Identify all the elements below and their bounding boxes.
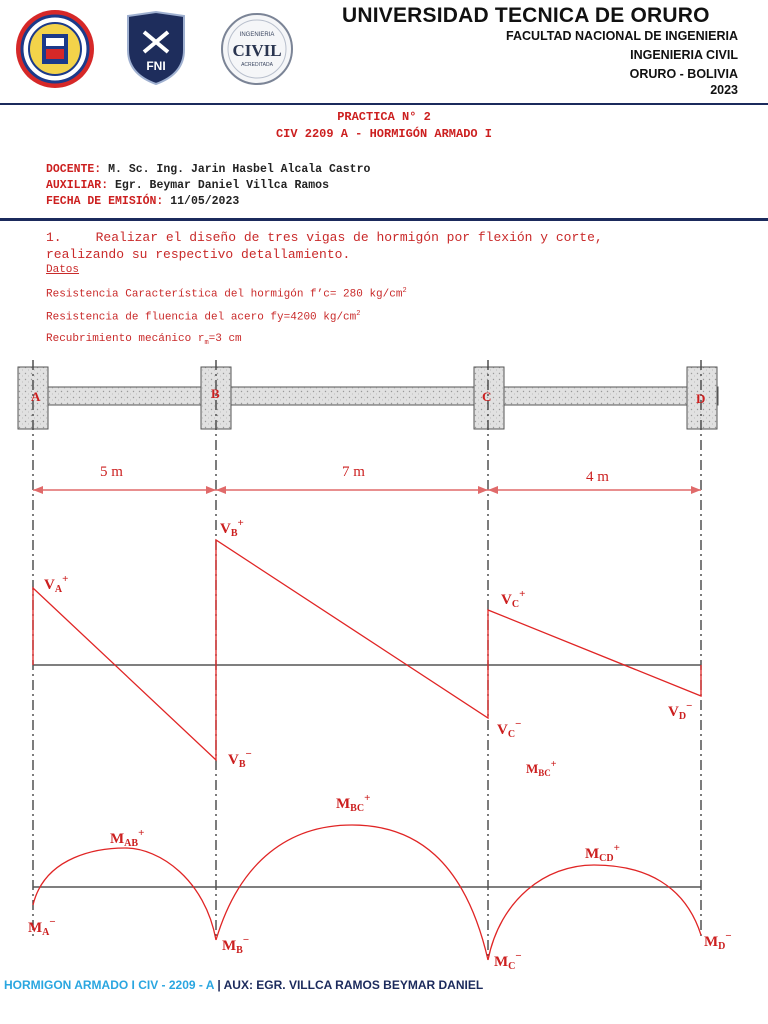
problem-statement-1: Realizar el diseño de tres vigas de hormigón por flexión y corte, <box>95 230 603 245</box>
support-d: D <box>696 391 706 406</box>
fni-logo-text: FNI <box>146 59 166 73</box>
moment-label-mc-minus: $M_C^-$ <box>494 950 522 972</box>
problem-statement-2: realizando su respectivo detallamiento. <box>46 247 351 262</box>
fecha-label: FECHA DE EMISIÓN: <box>46 195 164 208</box>
dimension-line <box>33 464 701 494</box>
auxiliar-line <box>46 179 329 192</box>
rec-line <box>46 333 242 347</box>
uto-logo <box>14 8 96 90</box>
shear-label-vb-minus: $V_B^-$ <box>228 748 252 770</box>
university-title: UNIVERSIDAD TECNICA DE ORURO <box>342 4 710 27</box>
shear-label-vc-minus: $V_C^-$ <box>497 718 522 740</box>
docente-line <box>46 163 370 176</box>
problem-line-1 <box>46 230 603 245</box>
moment-label-md-minus: $M_D^-$ <box>704 930 732 952</box>
page-footer <box>4 978 483 992</box>
rec-val: =3 cm <box>208 333 242 345</box>
city-name: ORURO - BOLIVIA <box>629 67 738 81</box>
footer-separator: | <box>214 978 224 992</box>
support-c: C <box>482 389 492 404</box>
rec-sub: m <box>204 339 209 348</box>
info-divider <box>0 218 768 221</box>
shear-diagram <box>33 517 701 770</box>
shear-label-va-plus: $V_A^+$ <box>44 573 69 595</box>
fecha-value: 11/05/2023 <box>170 195 240 208</box>
civil-logo <box>220 12 294 86</box>
fc-line <box>46 287 407 301</box>
moment-label-mab-plus: $M_{AB}^+$ <box>110 827 145 849</box>
auxiliar-value: Egr. Beymar Daniel Villca Ramos <box>115 179 329 192</box>
course-title: CIV 2209 A - HORMIGÓN ARMADO I <box>275 127 493 141</box>
footer-aux: AUX: EGR. VILLCA RAMOS BEYMAR DANIEL <box>223 978 484 992</box>
span-bc: 7 m <box>342 464 365 480</box>
fecha-line <box>46 195 239 208</box>
moment-label-mbc-plus-upper: $M_{BC}^+$ <box>526 759 557 778</box>
career-name: INGENIERIA CIVIL <box>630 48 738 62</box>
faculty-name: FACULTAD NACIONAL DE INGENIERIA <box>506 29 738 43</box>
moment-label-mb-minus: $M_B^-$ <box>222 934 250 956</box>
year: 2023 <box>710 83 738 97</box>
practice-title: PRACTICA N° 2 <box>337 110 431 124</box>
moment-label-mcd-plus: $M_{CD}^+$ <box>585 842 620 864</box>
footer-course: HORMIGON ARMADO I CIV - 2209 - A <box>4 978 215 992</box>
beam-body <box>18 387 718 405</box>
civil-logo-bottom: ACREDITADA <box>241 62 273 68</box>
fc-text: Resistencia Característica del hormigón f’c= 280 kg/cm <box>46 288 403 301</box>
problem-number: 1. <box>46 230 62 245</box>
shear-curve <box>33 540 701 760</box>
moment-curve-ab <box>33 848 216 940</box>
docente-value: M. Sc. Ing. Jarin Hasbel Alcala Castro <box>108 163 371 176</box>
header-divider <box>0 103 768 105</box>
shear-label-vc-plus: $V_C^+$ <box>501 588 526 610</box>
support-a: A <box>31 389 41 404</box>
fc-sup: 2 <box>402 287 407 295</box>
fy-sup: 2 <box>356 310 361 318</box>
fy-text: Resistencia de fluencia del acero fy=4200 kg/cm <box>46 311 357 324</box>
moment-diagram <box>28 759 732 972</box>
auxiliar-label: AUXILIAR: <box>46 179 109 192</box>
datos-label: Datos <box>46 264 80 276</box>
span-cd: 4 m <box>586 469 609 485</box>
moment-label-ma-minus: $M_A^-$ <box>28 916 56 938</box>
civil-logo-top: INGENIERIA <box>239 32 275 38</box>
shear-label-vb-plus: $V_B^+$ <box>220 517 244 539</box>
span-ab: 5 m <box>100 464 123 480</box>
rec-text: Recubrimiento mecánico r <box>46 333 205 345</box>
fni-shield-logo <box>124 10 188 86</box>
moment-curve-cd <box>488 865 701 960</box>
support-b: B <box>211 386 220 401</box>
shear-label-vd-minus: $V_D^-$ <box>668 700 693 722</box>
fy-line <box>46 310 360 324</box>
moment-label-mbc-plus: $M_{BC}^+$ <box>336 792 371 814</box>
moment-curve-bc <box>216 825 488 960</box>
docente-label: DOCENTE: <box>46 163 102 176</box>
civil-logo-text: CIVIL <box>232 41 282 60</box>
beam-diagram <box>0 355 768 975</box>
